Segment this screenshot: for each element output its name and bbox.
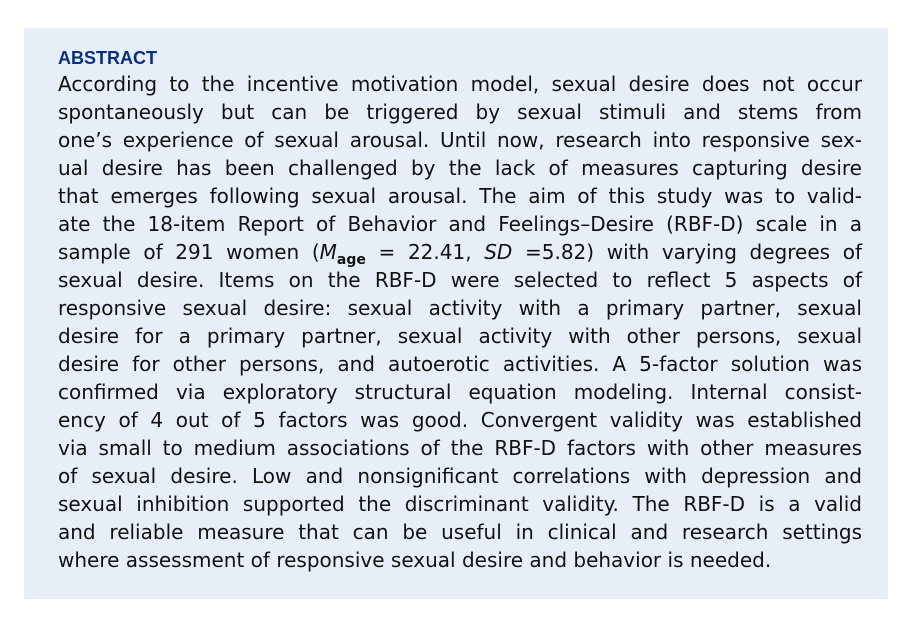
abstract-line-last: where assessment of responsive sexual desire and behavior is needed. [58,548,772,572]
sd-symbol: SD [484,240,513,264]
abstract-line: that emerges following sexual arousal. The aim of this study was to valid- [58,184,862,208]
abstract-line: and reliable measure that can be useful in clinical and research settings [58,520,862,544]
abstract-body [58,70,862,574]
abstract-line: sexual desire. Items on the RBF-D were selected to reflect 5 aspects of [58,268,862,292]
abstract-line: responsive sexual desire: sexual activity with a primary partner, sexual [58,296,862,320]
abstract-line: According to the incentive motivation model, sexual desire does not occur [58,72,862,96]
abstract-line: spontaneously but can be triggered by sexual stimuli and stems from [58,100,862,124]
abstract-line-stats [58,238,862,266]
abstract-heading: ABSTRACT [58,48,157,68]
abstract-line: confirmed via exploratory structural equation modeling. Internal consist- [58,380,862,404]
stats-sd-value: =5.82) with varying degrees of [512,240,863,264]
mean-subscript: age [336,252,366,268]
abstract-line: desire for other persons, and autoerotic activities. A 5-factor solution was [58,352,862,376]
abstract-line: ual desire has been challenged by the lack of measures capturing desire [58,156,862,180]
stats-mean-value: = 22.41, [365,240,485,264]
abstract-line: sexual inhibition supported the discriminant validity. The RBF-D is a valid [58,492,862,516]
mean-symbol: M [319,240,337,264]
stats-pre-text: sample of 291 women ( [58,240,320,264]
abstract-line: via small to medium associations of the RBF-D factors with other measures [58,436,862,460]
abstract-box [24,28,888,599]
abstract-line: ency of 4 out of 5 factors was good. Convergent validity was established [58,408,862,432]
abstract-line: ate the 18-item Report of Behavior and Feelings–Desire (RBF-D) scale in a [58,212,862,236]
abstract-line: desire for a primary partner, sexual activity with other persons, sexual [58,324,862,348]
abstract-line: one’s experience of sexual arousal. Until now, research into responsive sex- [58,128,862,152]
abstract-line: of sexual desire. Low and nonsignificant correlations with depression and [58,464,862,488]
